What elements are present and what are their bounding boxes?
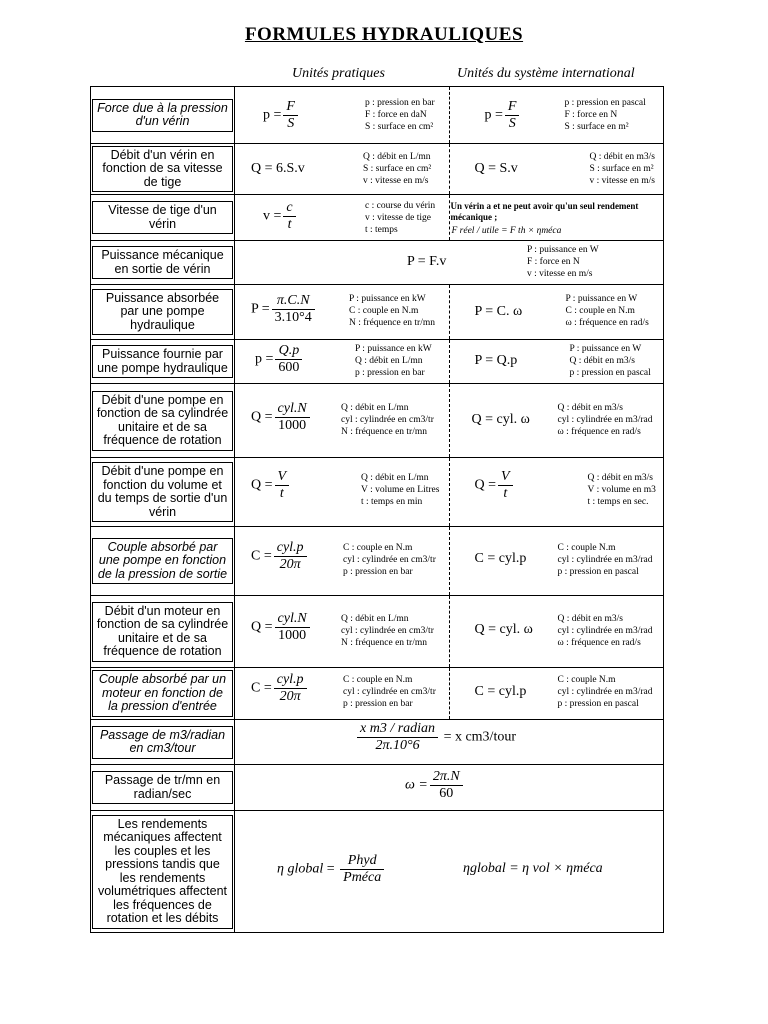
row-label: Les rendements mécaniques affectent les couples et les pressions tandis que les rendements volumétriques affectent les fréquences de rotation et les débits bbox=[92, 815, 233, 929]
formula: Q = $\frac{\text{cyl.N}}{1000}$ bbox=[251, 611, 312, 644]
formula: P = C. ω bbox=[474, 304, 523, 319]
formula: Q = $\frac{V}{t}$ bbox=[251, 469, 291, 502]
row-label: Vitesse de tige d'un vérin bbox=[92, 201, 233, 234]
row-label: Couple absorbé par un moteur en fonction de la pression d'entrée bbox=[92, 670, 233, 717]
units-note: p : pression en pascal F : force en N S : surface en m² bbox=[564, 98, 646, 132]
units-note: Q : débit en m3/s S : surface en m² v : vitesse en m/s bbox=[589, 152, 655, 186]
formula: Q = cyl. ω bbox=[474, 622, 533, 637]
table-row bbox=[91, 87, 664, 144]
formula: ηglobal = η vol × ηméca bbox=[463, 861, 603, 876]
formula-table bbox=[90, 86, 664, 933]
table-row bbox=[91, 458, 664, 527]
formula: P = Q.p bbox=[474, 353, 518, 368]
units-note: P : puissance en kW Q : débit en L/mn p : pression en bar bbox=[355, 344, 432, 378]
formula: C = cyl.p bbox=[474, 551, 527, 566]
formula: ω = $\frac{2\pi.N}{60}$ bbox=[405, 769, 465, 802]
units-note: P : puissance en W C : couple en N.m ω : fréquence en rad/s bbox=[565, 294, 649, 328]
row-label: Débit d'un moteur en fonction de sa cylindrée unitaire et de sa fréquence de rotation bbox=[92, 602, 233, 662]
table-row bbox=[91, 340, 664, 384]
table-row bbox=[91, 384, 664, 458]
formula: v = $\frac{c}{t}$ bbox=[263, 200, 298, 233]
table-row bbox=[91, 720, 664, 765]
row-label: Puissance mécanique en sortie de vérin bbox=[92, 246, 233, 279]
row-label: Puissance fournie par une pompe hydraulique bbox=[92, 345, 233, 378]
units-note: Q : débit en m3/s V : volume en m3 t : temps en sec. bbox=[587, 473, 656, 507]
efficiency-formula: F réel / utile = F th × ηméca bbox=[451, 226, 562, 236]
units-note: P : puissance en W Q : débit en m3/s p : pression en pascal bbox=[569, 344, 651, 378]
units-note: P : puissance en W F : force en N v : vitesse en m/s bbox=[527, 245, 599, 279]
units-note: C : couple en N.m cyl : cylindrée en cm3/tr p : pression en bar bbox=[343, 675, 436, 709]
efficiency-note: Un vérin a et ne peut avoir qu'un seul rendement mécanique ; bbox=[450, 201, 639, 222]
table-row bbox=[91, 285, 664, 340]
formula: P = $\frac{\pi.C.N}{3.10^\circ 4}$ bbox=[251, 293, 317, 326]
table-row bbox=[91, 527, 664, 596]
formula: Q = S.v bbox=[474, 161, 518, 176]
formula: P = F.v bbox=[407, 254, 447, 269]
row-label: Couple absorbé par une pompe en fonction de la pression de sortie bbox=[92, 538, 233, 585]
page-title: FORMULES HYDRAULIQUES bbox=[244, 24, 524, 45]
formula: Q = $\frac{V}{t}$ bbox=[475, 469, 515, 502]
row-label: Passage de m3/radian en cm3/tour bbox=[92, 726, 233, 759]
units-note: C : couple en N.m cyl : cylindrée en cm3/tr p : pression en bar bbox=[343, 543, 436, 577]
table-row bbox=[91, 765, 664, 811]
table-row bbox=[91, 144, 664, 195]
units-note: C : couple N.m cyl : cylindrée en m3/rad p : pression en pascal bbox=[557, 543, 653, 577]
row-label: Débit d'une pompe en fonction du volume et du temps de sortie d'un vérin bbox=[92, 462, 233, 522]
formula: $\frac{\text{x m3 / radian}}{2\pi.10^\circ 6}$ = x cm3/tour bbox=[355, 721, 516, 754]
units-note: Q : débit en L/mn cyl : cylindrée en cm3/tr N : fréquence en tr/mn bbox=[341, 614, 434, 648]
table-row bbox=[91, 195, 664, 241]
units-note: Q : débit en L/mn S : surface en cm² v : vitesse en m/s bbox=[363, 152, 432, 186]
row-label: Débit d'une pompe en fonction de sa cylindrée unitaire et de sa fréquence de rotation bbox=[92, 391, 233, 451]
units-note: Q : débit en m3/s cyl : cylindrée en m3/rad ω : fréquence en rad/s bbox=[557, 403, 653, 437]
row-label: Force due à la pression d'un vérin bbox=[92, 99, 233, 132]
formula: Q = 6.S.v bbox=[251, 161, 305, 176]
table-row bbox=[91, 668, 664, 720]
units-note: P : puissance en kW C : couple en N.m N : fréquence en tr/mn bbox=[349, 294, 435, 328]
row-label: Débit d'un vérin en fonction de sa vitesse de tige bbox=[92, 146, 233, 193]
row-label: Passage de tr/mn en radian/sec bbox=[92, 771, 233, 804]
formula: p = $\frac{F}{S}$ bbox=[263, 99, 300, 132]
units-note: c : course du vérin v : vitesse de tige t : temps bbox=[365, 201, 436, 235]
formula: η global = $\frac{\text{Phyd}}{\text{Pméca}}$ bbox=[277, 853, 386, 886]
units-note: p : pression en bar F : force en daN S : surface en cm² bbox=[365, 98, 435, 132]
table-row bbox=[91, 811, 664, 933]
units-note: Q : débit en L/mn cyl : cylindrée en cm3/tr N : fréquence en tr/mn bbox=[341, 403, 434, 437]
formula: C = cyl.p bbox=[474, 684, 527, 699]
table-row bbox=[91, 241, 664, 285]
formula: C = $\frac{\text{cyl.p}}{20\pi}$ bbox=[251, 540, 309, 573]
formula: Q = $\frac{\text{cyl.N}}{1000}$ bbox=[251, 401, 312, 434]
column-header-practical: Unités pratiques bbox=[292, 66, 385, 81]
units-note: Q : débit en m3/s cyl : cylindrée en m3/rad ω : fréquence en rad/s bbox=[557, 614, 653, 648]
column-header-si: Unités du système international bbox=[457, 66, 635, 81]
row-label: Puissance absorbée par une pompe hydraulique bbox=[92, 289, 233, 336]
formula: Q = cyl. ω bbox=[471, 412, 530, 427]
table-row bbox=[91, 596, 664, 668]
formula: p = $\frac{F}{S}$ bbox=[485, 99, 522, 132]
units-note: Q : débit en L/mn V : volume en Litres t : temps en min bbox=[361, 473, 440, 507]
units-note: C : couple N.m cyl : cylindrée en m3/rad p : pression en pascal bbox=[557, 675, 653, 709]
formula: p = $\frac{Q.p}{600}$ bbox=[255, 343, 304, 376]
formula: C = $\frac{\text{cyl.p}}{20\pi}$ bbox=[251, 672, 309, 705]
